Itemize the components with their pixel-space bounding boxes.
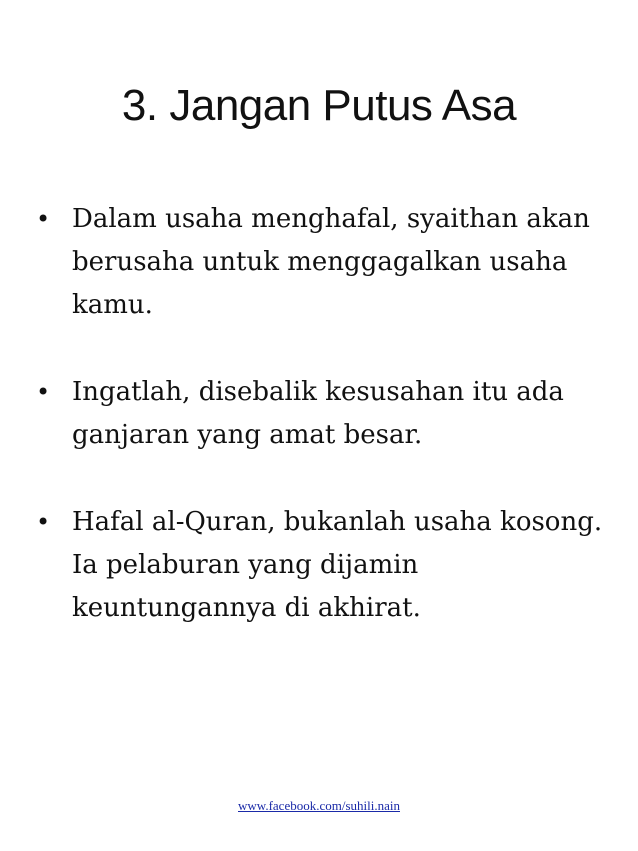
- bullet-icon: •: [36, 508, 51, 536]
- bullet-item: [36, 501, 616, 630]
- slide-title: 3. Jangan Putus Asa: [121, 81, 517, 130]
- footer-link[interactable]: www.facebook.com/suhili.nain: [238, 798, 400, 813]
- bullet-text: Ingatlah, disebalik kesusahan itu ada ganjaran yang amat besar.: [72, 377, 564, 450]
- bullet-item: [36, 371, 616, 457]
- bullet-icon: •: [36, 378, 51, 406]
- bullet-icon: •: [36, 205, 51, 233]
- bullet-list: [36, 198, 616, 630]
- bullet-text: Hafal al-Quran, bukanlah usaha kosong. Ia pelaburan yang dijamin keuntungannya di akhirat.: [72, 507, 603, 623]
- bullet-text: Dalam usaha menghafal, syaithan akan berusaha untuk menggagalkan usaha kamu.: [72, 204, 590, 320]
- bullet-item: [36, 198, 616, 327]
